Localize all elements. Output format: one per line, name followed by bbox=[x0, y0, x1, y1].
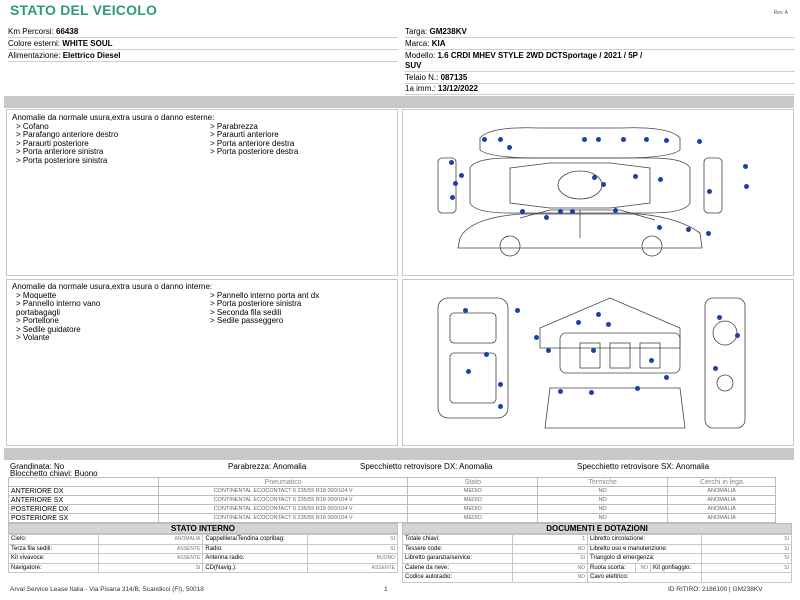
footer-ritiro-id: ID RITIRO: 2186100 | GM238KV bbox=[668, 586, 763, 593]
tyre-model: CONTINENTAL ECOCONTACT 6 235/55 R18 000/104 V bbox=[158, 487, 408, 496]
tyre-winter: NO bbox=[538, 514, 668, 523]
marca-label: Marca: bbox=[405, 39, 430, 48]
modello-value-2: SUV bbox=[405, 61, 422, 70]
cell-label: Tessere code: bbox=[403, 544, 513, 554]
car-interior-diagram bbox=[430, 288, 770, 438]
cell-label: Navigatore: bbox=[9, 563, 99, 573]
tyre-model: CONTINENTAL ECOCONTACT 6 235/55 R18 000/104 V bbox=[158, 496, 408, 505]
targa-value: GM238KV bbox=[429, 27, 467, 36]
page-title: STATO DEL VEICOLO bbox=[10, 2, 158, 18]
damage-marker-icon bbox=[621, 137, 626, 142]
km-row bbox=[8, 26, 398, 38]
table-row bbox=[9, 496, 776, 505]
specchietto-sx-text: Specchietto retrovisore SX: Anomalia bbox=[577, 462, 710, 471]
tyre-winter: NO bbox=[538, 505, 668, 514]
external-item: > Porta posteriore destra bbox=[210, 147, 299, 157]
tyres-table bbox=[8, 477, 776, 523]
specchietto-dx-text: Specchietto retrovisore DX: Anomalia bbox=[360, 462, 493, 471]
damage-marker-icon bbox=[507, 145, 512, 150]
cell-label: Antenna radio: bbox=[203, 554, 308, 564]
imm-label: 1a imm.: bbox=[405, 84, 436, 93]
cell-value: SI bbox=[513, 554, 588, 564]
internal-damage-list-2 bbox=[210, 292, 319, 326]
table-row bbox=[9, 505, 776, 514]
grandinata-text: Grandinata: No bbox=[10, 462, 65, 471]
damage-marker-icon bbox=[570, 209, 575, 214]
cell-value: BUONO bbox=[308, 554, 398, 564]
cell-value: NO bbox=[636, 563, 651, 573]
tyre-model: CONTINENTAL ECOCONTACT 6 235/55 R18 000/104 V bbox=[158, 505, 408, 514]
damage-marker-icon bbox=[686, 227, 691, 232]
tyre-position: POSTERIORE DX bbox=[9, 505, 159, 514]
cell-value: NO bbox=[513, 544, 588, 554]
cell-value: SI bbox=[702, 554, 792, 564]
tyre-status: MEDIO bbox=[408, 505, 538, 514]
footer-company: Arval Service Lease Italia - Via Pisana 314/B, Scandicci (FI), 50018 bbox=[10, 586, 204, 593]
tyre-position: POSTERIORE SX bbox=[9, 514, 159, 523]
table-row bbox=[9, 487, 776, 496]
cell-value bbox=[702, 573, 792, 583]
tyre-position: ANTERIORE DX bbox=[9, 487, 159, 496]
colore-row bbox=[8, 38, 398, 50]
internal-item: > Pannello interno porta ant dx bbox=[210, 291, 320, 300]
internal-item: > Sedile guidatore bbox=[16, 324, 81, 334]
damage-marker-icon bbox=[592, 175, 597, 180]
tyre-rims: ANOMALIA bbox=[668, 514, 776, 523]
damage-marker-icon bbox=[582, 137, 587, 142]
section-divider bbox=[4, 96, 794, 108]
cell-label: Terza fila sedili: bbox=[9, 544, 99, 554]
tyre-status: MEDIO bbox=[408, 487, 538, 496]
damage-marker-icon bbox=[544, 215, 549, 220]
cell-value: SI bbox=[308, 535, 398, 545]
section-divider-2 bbox=[4, 448, 794, 460]
cell-label: Radio: bbox=[203, 544, 308, 554]
tyres-header-stato: Stato bbox=[408, 478, 538, 487]
damage-marker-icon bbox=[498, 382, 503, 387]
damage-marker-icon bbox=[589, 390, 594, 395]
external-item: > Paraurti anteriore bbox=[210, 130, 279, 140]
damage-marker-icon bbox=[707, 189, 712, 194]
internal-item: portabagagli bbox=[16, 307, 61, 317]
tyres-header-termiche: Termiche bbox=[538, 478, 668, 487]
damage-marker-icon bbox=[498, 404, 503, 409]
damage-marker-icon bbox=[658, 177, 663, 182]
cell-value: SI bbox=[308, 544, 398, 554]
marca-row bbox=[405, 38, 795, 50]
cell-label: Kit gonfiaggio: bbox=[650, 563, 701, 573]
alimentazione-row bbox=[8, 50, 398, 62]
cell-value: ASSENTE bbox=[98, 544, 203, 554]
damage-marker-icon bbox=[466, 369, 471, 374]
table-row bbox=[9, 535, 398, 545]
documenti-table bbox=[402, 534, 792, 583]
damage-marker-icon bbox=[717, 315, 722, 320]
damage-marker-icon bbox=[713, 366, 718, 371]
cell-value: SI bbox=[702, 535, 792, 545]
damage-marker-icon bbox=[484, 352, 489, 357]
damage-marker-icon bbox=[606, 322, 611, 327]
damage-marker-icon bbox=[558, 389, 563, 394]
table-row bbox=[403, 573, 792, 583]
immatricolazione-row bbox=[405, 83, 795, 95]
damage-marker-icon bbox=[706, 231, 711, 236]
cell-value: SI bbox=[702, 544, 792, 554]
internal-item: > Porta posteriore sinistra bbox=[210, 299, 302, 309]
external-damage-list-1 bbox=[16, 123, 118, 165]
damage-marker-icon bbox=[697, 139, 702, 144]
cell-label: Kit vivavoce: bbox=[9, 554, 99, 564]
internal-item: > Pannello interno vano bbox=[16, 299, 101, 309]
external-item: > Porta anteriore sinistra bbox=[16, 147, 104, 157]
tyre-rims: ANOMALIA bbox=[668, 496, 776, 505]
tyre-status: MEDIO bbox=[408, 496, 538, 505]
damage-marker-icon bbox=[453, 181, 458, 186]
damage-marker-icon bbox=[633, 174, 638, 179]
damage-marker-icon bbox=[576, 320, 581, 325]
alimentazione-value: Elettrico Diesel bbox=[62, 51, 121, 60]
internal-item: > Volante bbox=[16, 333, 50, 343]
damage-marker-icon bbox=[613, 208, 618, 213]
table-row bbox=[9, 563, 398, 573]
damage-marker-icon bbox=[515, 308, 520, 313]
table-row bbox=[403, 554, 792, 564]
external-item: > Parabrezza bbox=[210, 122, 258, 131]
damage-marker-icon bbox=[664, 375, 669, 380]
cell-value: 1 bbox=[513, 535, 588, 545]
external-damage-list-2 bbox=[210, 123, 298, 157]
targa-row bbox=[405, 26, 795, 38]
damage-marker-icon bbox=[520, 209, 525, 214]
external-item: > Paraurti posteriore bbox=[16, 138, 89, 148]
marca-value: KIA bbox=[431, 39, 446, 48]
telaio-value: 087135 bbox=[440, 73, 468, 82]
stato-interno-title: STATO INTERNO bbox=[8, 523, 398, 534]
table-row bbox=[403, 535, 792, 545]
cell-label: Cavo elettrico: bbox=[588, 573, 702, 583]
tyre-rims: ANOMALIA bbox=[668, 505, 776, 514]
damage-marker-icon bbox=[591, 348, 596, 353]
documenti-title: DOCUMENTI E DOTAZIONI bbox=[402, 523, 792, 534]
damage-marker-icon bbox=[744, 184, 749, 189]
telaio-label: Telaio N.: bbox=[405, 73, 439, 82]
imm-value: 13/12/2022 bbox=[437, 84, 478, 93]
table-row bbox=[9, 514, 776, 523]
tyre-position: ANTERIORE SX bbox=[9, 496, 159, 505]
cell-label: Libretto garanzia/service: bbox=[403, 554, 513, 564]
damage-marker-icon bbox=[596, 137, 601, 142]
colore-value: WHITE SOUL bbox=[62, 39, 113, 48]
modello-label: Modello: bbox=[405, 51, 436, 60]
stato-interno-table bbox=[8, 534, 398, 573]
parabrezza-text: Parabrezza: Anomalia bbox=[228, 462, 307, 471]
table-row bbox=[9, 554, 398, 564]
damage-marker-icon bbox=[657, 225, 662, 230]
cell-label: Codice autoradio: bbox=[403, 573, 513, 583]
cell-label: Triangolo di emergenza: bbox=[588, 554, 702, 564]
cell-value: SI bbox=[98, 563, 203, 573]
tyres-header-pneumatico: Pneumatico bbox=[158, 478, 408, 487]
modello-value: 1.6 CRDI MHEV STYLE 2WD DCTSportage / 2021 / 5P / bbox=[437, 51, 643, 60]
internal-item: > Moquette bbox=[16, 291, 57, 300]
tyre-winter: NO bbox=[538, 487, 668, 496]
damage-marker-icon bbox=[498, 137, 503, 142]
cell-value: SI bbox=[702, 563, 792, 573]
damage-marker-icon bbox=[644, 137, 649, 142]
table-row bbox=[9, 544, 398, 554]
damage-marker-icon bbox=[449, 160, 454, 165]
km-value: 66438 bbox=[56, 27, 79, 36]
damage-marker-icon bbox=[459, 173, 464, 178]
table-row bbox=[403, 544, 792, 554]
external-item: > Porta posteriore sinistra bbox=[16, 155, 108, 165]
cell-label: Libretto circolazione: bbox=[588, 535, 702, 545]
internal-damage-title: Anomalie da normale usura,extra usura o danno interne: bbox=[12, 282, 213, 291]
cell-value: ANOMALIA bbox=[98, 535, 203, 545]
cell-label: CD(Navig.): bbox=[203, 563, 308, 573]
cell-label: Ruota scorta: bbox=[588, 563, 636, 573]
tyre-status: MEDIO bbox=[408, 514, 538, 523]
damage-marker-icon bbox=[450, 195, 455, 200]
blocchetto-text: Blocchetto chiavi: Buono bbox=[10, 469, 98, 478]
revision-label: Rev. A bbox=[773, 10, 788, 16]
external-item: > Porta anteriore destra bbox=[210, 138, 295, 148]
cell-label: Libretto uso e manutenzione: bbox=[588, 544, 702, 554]
tyres-header-row bbox=[9, 478, 776, 487]
cell-label: Totale chiavi: bbox=[403, 535, 513, 545]
external-damage-title: Anomalie da normale usura,extra usura o danno esterne: bbox=[12, 113, 215, 122]
external-item: > Parafango anteriore destro bbox=[16, 130, 119, 140]
tyre-rims: ANOMALIA bbox=[668, 487, 776, 496]
damage-marker-icon bbox=[546, 348, 551, 353]
cell-label: Cielo: bbox=[9, 535, 99, 545]
tyre-model: CONTINENTAL ECOCONTACT 6 235/55 R18 000/104 V bbox=[158, 514, 408, 523]
damage-marker-icon bbox=[735, 333, 740, 338]
damage-marker-icon bbox=[558, 209, 563, 214]
tyres-header-cerchi: Cerchi in lega bbox=[668, 478, 776, 487]
table-row bbox=[403, 563, 792, 573]
damage-marker-icon bbox=[635, 386, 640, 391]
internal-item: > Sedile passeggero bbox=[210, 316, 284, 326]
cell-value: NO bbox=[513, 563, 588, 573]
internal-item: > Seconda fila sedili bbox=[210, 307, 282, 317]
damage-marker-icon bbox=[743, 164, 748, 169]
internal-item: > Portellone bbox=[16, 316, 59, 326]
targa-label: Targa: bbox=[405, 27, 428, 36]
damage-marker-icon bbox=[649, 358, 654, 363]
cell-value: ASSENTE bbox=[308, 563, 398, 573]
car-exterior-diagram bbox=[430, 118, 730, 268]
damage-marker-icon bbox=[596, 312, 601, 317]
cell-label: Catene da neve: bbox=[403, 563, 513, 573]
cell-label: Cappelliera/Tendina copribag: bbox=[203, 535, 308, 545]
modello-row-2 bbox=[405, 60, 795, 72]
external-item: > Cofano bbox=[16, 122, 49, 131]
damage-marker-icon bbox=[482, 137, 487, 142]
cell-value: ASSENTE bbox=[98, 554, 203, 564]
damage-marker-icon bbox=[534, 335, 539, 340]
damage-marker-icon bbox=[463, 308, 468, 313]
damage-marker-icon bbox=[601, 182, 606, 187]
footer-page-number: 1 bbox=[384, 586, 388, 593]
cell-value: NO bbox=[513, 573, 588, 583]
tyres-header-empty bbox=[9, 478, 159, 487]
internal-damage-list-1 bbox=[16, 292, 100, 342]
damage-marker-icon bbox=[664, 138, 669, 143]
colore-label: Colore esterni: bbox=[8, 39, 61, 48]
tyre-winter: NO bbox=[538, 496, 668, 505]
alimentazione-label: Alimentazione: bbox=[8, 51, 61, 60]
km-label: Km Percorsi: bbox=[8, 27, 54, 36]
